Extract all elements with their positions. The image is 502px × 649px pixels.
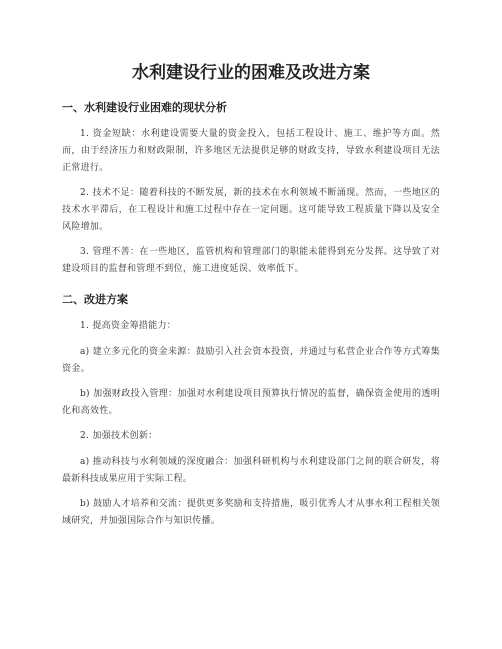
paragraph: 2. 加强技术创新： bbox=[80, 431, 158, 441]
paragraph: 2. 技术不足：随着科技的不断发展，新的技术在水利领域不断涌现。然而，一些地区的技术水平滞后，在工程设计和施工过程中存在一定问题。这可能导致工程质量下降以及安全风险增加。 bbox=[62, 188, 440, 232]
section-status-analysis bbox=[62, 100, 440, 278]
paragraph: a) 建立多元化的资金来源：鼓励引入社会资本投资，并通过与私营企业合作等方式筹集资金。 bbox=[62, 347, 440, 374]
section-improvement-plan bbox=[62, 292, 440, 530]
paragraph: 1. 提高资金筹措能力： bbox=[80, 321, 177, 331]
paragraph: 3. 管理不善：在一些地区，监管机构和管理部门的职能未能得到充分发挥。这导致了对建设项目的监督和管理不到位，施工进度延误、效率低下。 bbox=[62, 247, 440, 274]
paragraph: a) 推动科技与水利领域的深度融合：加强科研机构与水利建设部门之间的联合研发，将最新科技成果应用于实际工程。 bbox=[62, 457, 440, 484]
paragraph: b) 加强财政投入管理：加强对水利建设项目预算执行情况的监督，确保资金使用的透明化和高效性。 bbox=[62, 389, 440, 416]
document-title: 水利建设行业的困难及改进方案 bbox=[132, 63, 370, 83]
section-heading: 一、水利建设行业困难的现状分析 bbox=[62, 101, 227, 114]
paragraph: b) 鼓励人才培养和交流：提供更多奖励和支持措施，吸引优秀人才从事水利工程相关领域研究，并加强国际合作与知识传播。 bbox=[62, 499, 440, 526]
section-heading: 二、改进方案 bbox=[62, 293, 128, 306]
paragraph: 1. 资金短缺：水利建设需要大量的资金投入，包括工程设计、施工、维护等方面。然而，由于经济压力和财政限制，许多地区无法提供足够的财政支持，导致水利建设项目无法正常进行。 bbox=[62, 129, 440, 173]
